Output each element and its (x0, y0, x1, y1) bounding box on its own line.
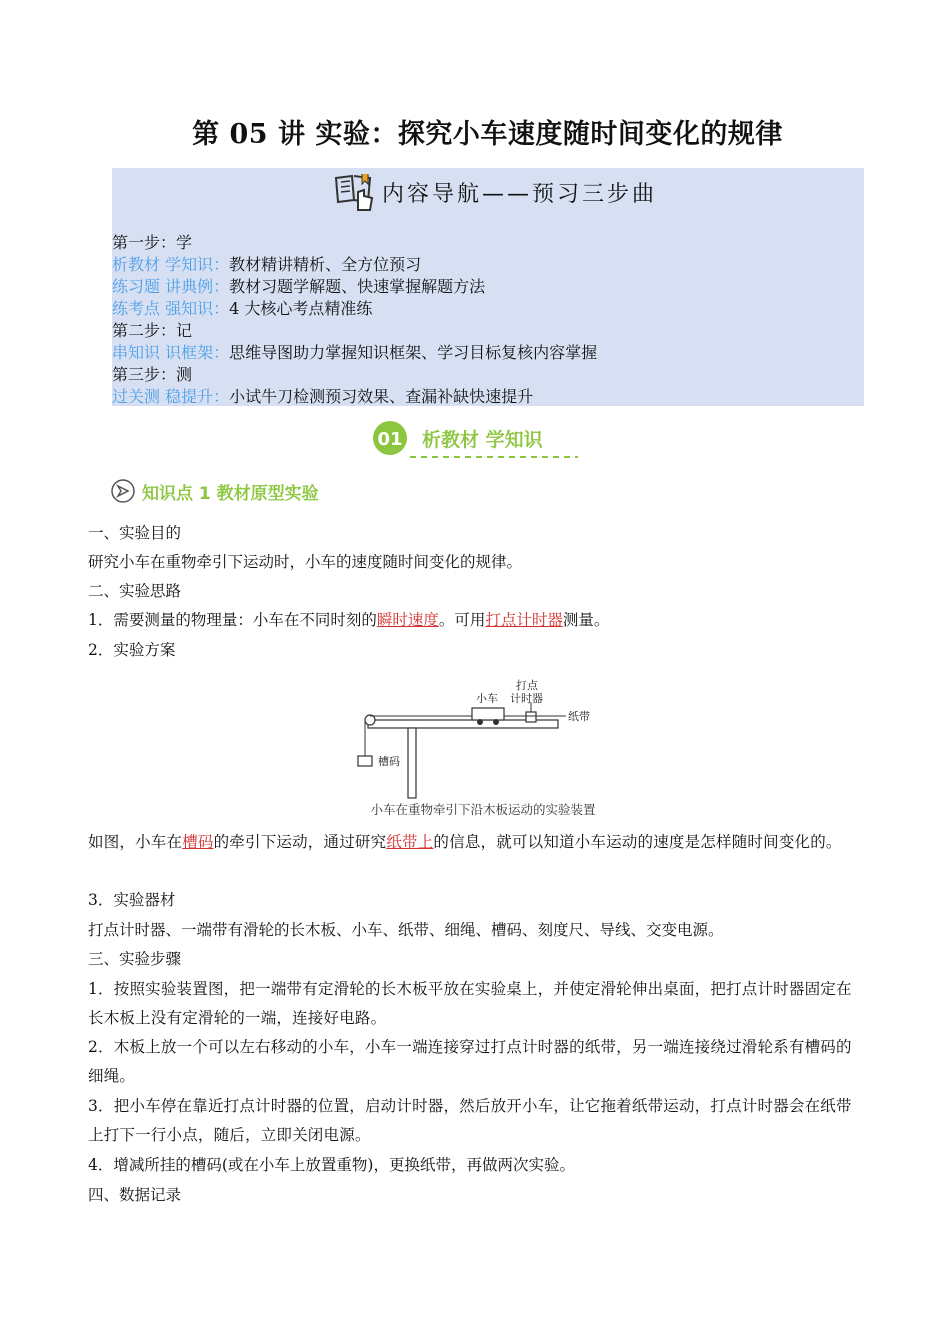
step-2: 2．木板上放一个可以左右移动的小车，小车一端连接穿过打点计时器的纸带，另一端连接绕过滑轮系有槽码的细绳。 (88, 1038, 852, 1085)
purpose-text: 研究小车在重物牵引下运动时，小车的速度随时间变化的规律。 (88, 553, 523, 571)
nav-step-2: 第二步：记 (112, 321, 193, 340)
book-hand-icon (332, 170, 378, 214)
arrow-circle-icon (110, 478, 136, 504)
desc-part-e: 的信息，就可以知道小车运动的速度是怎样随时间变化的。 (433, 833, 842, 851)
knowledge-point-heading (110, 476, 319, 506)
nav-row-3-key: 练考点 强知识： (112, 299, 230, 318)
nav-step-1: 第一步：学 (112, 233, 193, 252)
nav-header (332, 168, 657, 216)
approach-item-2: 2．实验方案 (88, 641, 176, 659)
step-1: 1．按照实验装置图，把一端带有定滑轮的长木板平放在实验桌上，并使定滑轮伸出桌面，把打点计时器固定在长木板上没有定滑轮的一端，连接好电路。 (88, 980, 852, 1027)
label-timer-1: 打点 (516, 679, 538, 692)
knowledge-point-label: 知识点 1 教材原型实验 (142, 483, 319, 504)
step-4: 4．增减所挂的槽码(或在小车上放置重物)，更换纸带，再做两次实验。 (88, 1156, 575, 1174)
nav-row-2-key: 练习题 讲典例： (112, 277, 230, 296)
approach-1-part-e: 测量。 (562, 611, 610, 629)
nav-header-label: 内容导航——预习三步曲 (382, 181, 658, 207)
content-nav-box (112, 168, 864, 406)
nav-row-4 (112, 342, 597, 364)
nav-step-3: 第三步：测 (112, 365, 193, 384)
keyword-weight: 槽码 (182, 833, 214, 851)
heading-steps: 三、实验步骤 (88, 950, 182, 968)
label-weight: 槽码 (378, 755, 400, 768)
label-timer-2: 计时器 (510, 692, 543, 705)
label-cart: 小车 (476, 692, 498, 705)
heading-data-record: 四、数据记录 (88, 1186, 182, 1204)
approach-item-1 (88, 606, 864, 635)
label-tape: 纸带 (568, 710, 590, 723)
figure-caption: 小车在重物牵引下沿木板运动的实验装置 (370, 802, 596, 817)
approach-1-part-a: 1．需要测量的物理量：小车在不同时刻的 (88, 611, 377, 629)
nav-row-2 (112, 276, 485, 298)
nav-row-1-key: 析教材 学知识： (112, 255, 230, 274)
section-label: 析教材 学知识 (422, 429, 543, 451)
keyword-instant-velocity: 瞬时速度 (376, 611, 439, 629)
desc-part-a: 如图，小车在 (88, 833, 183, 851)
heading-approach: 二、实验思路 (88, 582, 182, 600)
section-banner (370, 420, 580, 460)
step-3: 3．把小车停在靠近打点计时器的位置，启动计时器，然后放开小车，让它拖着纸带运动，打点计时器会在纸带上打下一行小点，随后，立即关闭电源。 (88, 1097, 852, 1144)
equipment-text: 打点计时器、一端带有滑轮的长木板、小车、纸带、细绳、槽码、刻度尺、导线、交变电源。 (88, 921, 724, 939)
nav-row-4-key: 串知识 识框架： (112, 343, 230, 362)
keyword-tape: 纸带上 (386, 833, 434, 851)
nav-row-5-text: 小试牛刀检测预习效果、查漏补缺快速提升 (229, 387, 534, 406)
heading-equipment: 3．实验器材 (88, 891, 176, 909)
heading-purpose: 一、实验目的 (88, 524, 182, 542)
desc-part-c: 的牵引下运动，通过研究 (213, 833, 387, 851)
nav-row-5-key: 过关测 稳提升： (112, 387, 230, 406)
figure-description (88, 828, 864, 857)
approach-1-part-c: 。可用 (438, 611, 486, 629)
nav-row-5 (112, 386, 533, 408)
section-number: 01 (377, 429, 403, 450)
nav-row-1-text: 教材精讲精析、全方位预习 (229, 255, 422, 274)
nav-row-3-text: 4 大核心考点精准练 (229, 299, 373, 318)
nav-row-2-text: 教材习题学解题、快速掌握解题方法 (229, 277, 486, 296)
nav-row-4-text: 思维导图助力掌握知识框架、学习目标复核内容掌握 (229, 343, 598, 362)
page-title: 第 05 讲 实验：探究小车速度随时间变化的规律 (192, 119, 783, 150)
nav-row-3 (112, 298, 372, 320)
nav-row-1 (112, 254, 421, 276)
keyword-timer: 打点计时器 (485, 611, 563, 629)
